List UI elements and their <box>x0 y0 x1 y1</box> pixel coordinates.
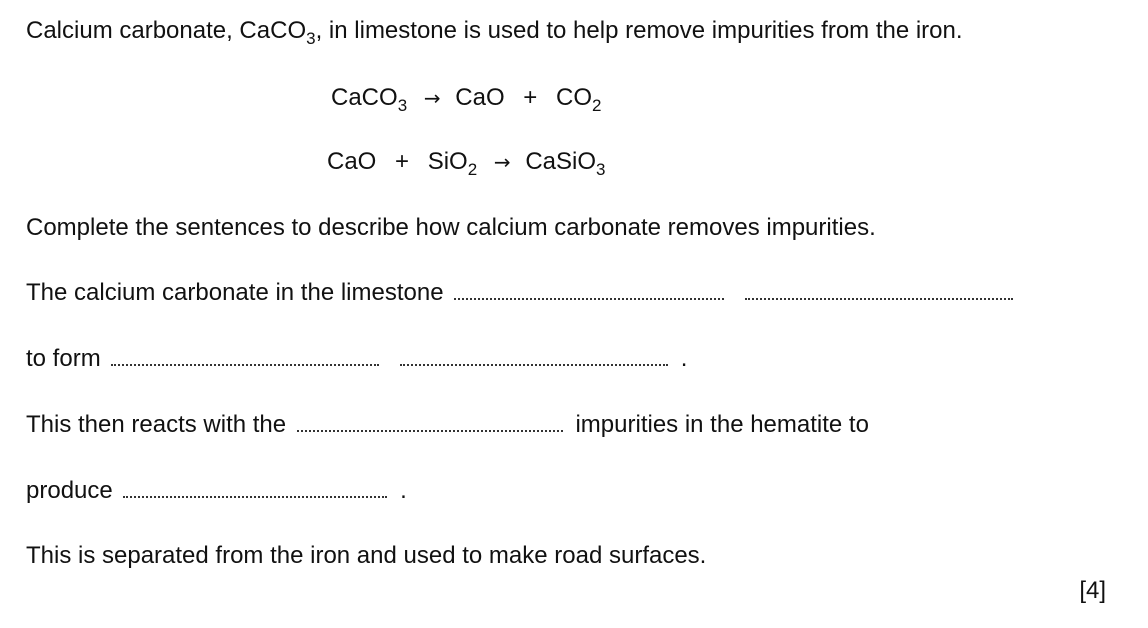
eq1-reactant-subscript: 3 <box>397 96 408 115</box>
intro-part2: , in limestone is used to help remove impurities from the iron. <box>315 17 963 44</box>
sentence-3-start: This then reacts with the <box>26 411 287 438</box>
eq1-plus: + <box>523 84 538 111</box>
sentence-2-end: . <box>680 345 688 372</box>
sentence-3-end: impurities in the hematite to <box>575 411 869 438</box>
intro-text <box>26 16 963 46</box>
equation-slag-formation <box>327 147 605 177</box>
sentence-4 <box>26 476 407 506</box>
eq2-product: CaSiO <box>525 148 596 175</box>
sentence-2 <box>26 344 687 374</box>
eq2-plus: + <box>395 148 410 175</box>
eq1-product2: CO <box>555 84 592 111</box>
eq2-reactant1: CaO <box>327 148 377 175</box>
answer-blank-1[interactable] <box>454 278 724 300</box>
sentence-2-start: to form <box>26 345 101 372</box>
sentence-4-end: . <box>400 477 407 504</box>
answer-blank-2[interactable] <box>745 278 1013 300</box>
arrow-icon: → <box>423 86 441 110</box>
eq2-product-subscript: 3 <box>596 160 606 179</box>
equation-decomposition <box>331 83 601 113</box>
sentence-1 <box>26 278 1019 308</box>
answer-blank-3[interactable] <box>111 344 379 366</box>
sentence-1-text: The calcium carbonate in the limestone <box>26 279 444 306</box>
answer-blank-4[interactable] <box>400 344 668 366</box>
arrow-icon: → <box>493 150 511 174</box>
marks-indicator: [4] <box>1079 577 1106 604</box>
sentence-5: This is separated from the iron and used to make road surfaces. <box>26 542 707 569</box>
answer-blank-5[interactable] <box>297 410 563 432</box>
eq1-reactant: CaCO <box>331 84 398 111</box>
intro-subscript: 3 <box>306 29 316 48</box>
sentence-4-start: produce <box>26 477 113 504</box>
instruction-text: Complete the sentences to describe how calcium carbonate removes impurities. <box>26 214 876 241</box>
sentence-3 <box>26 410 869 440</box>
answer-blank-6[interactable] <box>123 476 387 498</box>
eq1-product2-subscript: 2 <box>591 96 602 115</box>
intro-part1: Calcium carbonate, CaCO <box>26 17 307 44</box>
eq1-product1: CaO <box>455 84 505 111</box>
eq2-reactant2-subscript: 2 <box>467 160 478 179</box>
eq2-reactant2: SiO <box>427 148 468 175</box>
